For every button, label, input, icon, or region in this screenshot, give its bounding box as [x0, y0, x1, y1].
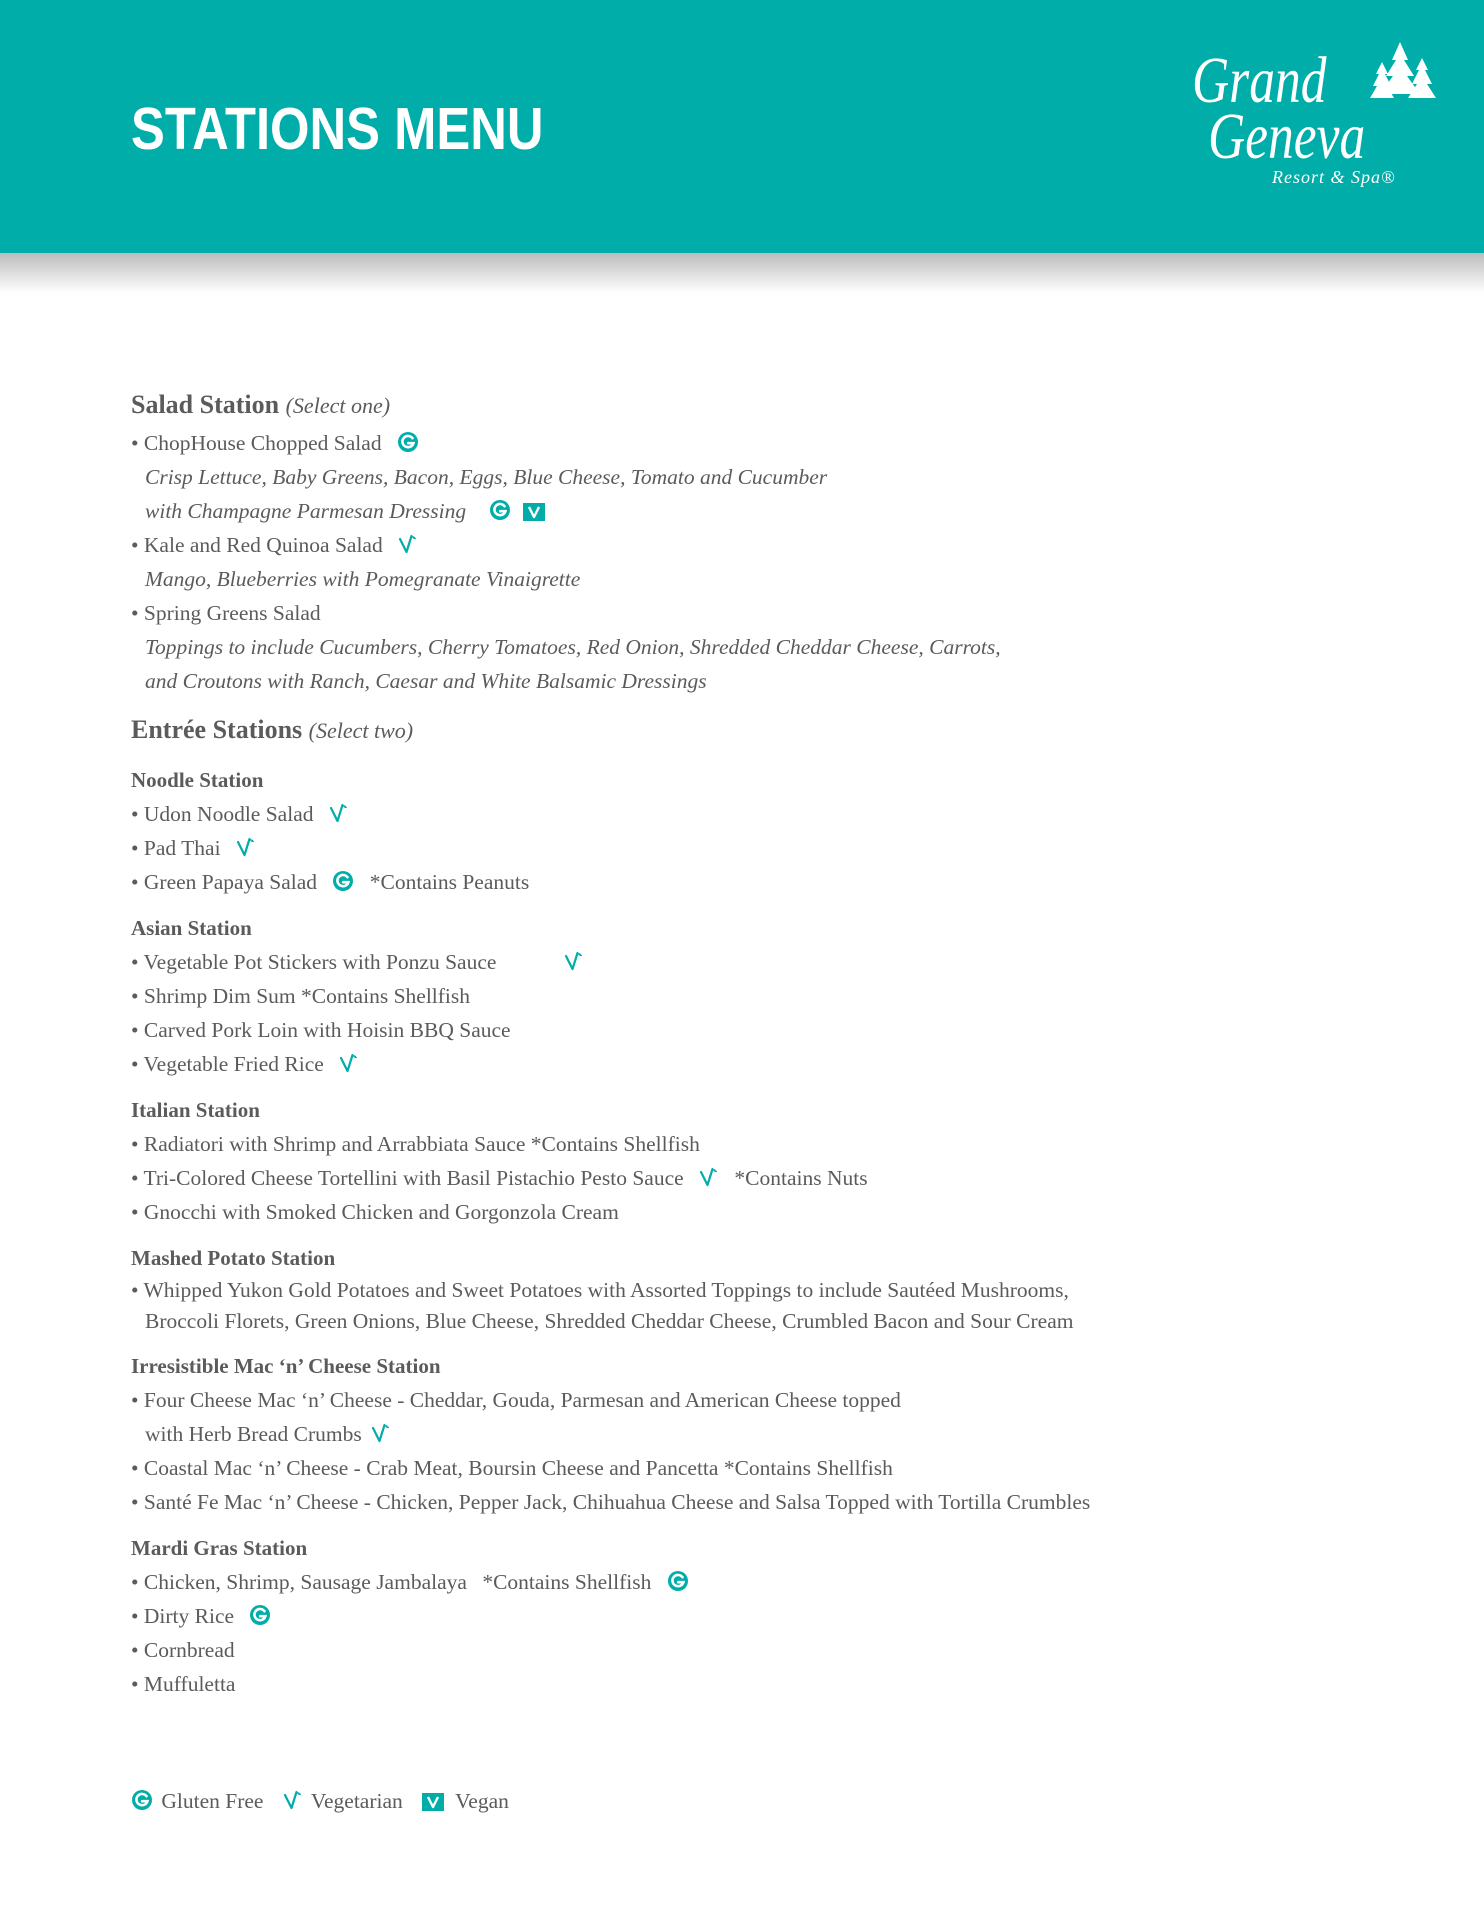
menu-item: • Muffuletta [131, 1672, 236, 1696]
dietary-legend [131, 1784, 523, 1818]
gluten-free-icon [332, 870, 354, 892]
menu-item-label: • Chicken, Shrimp, Sausage Jambalaya [131, 1570, 467, 1594]
italian-station-title: Italian Station [131, 1098, 260, 1122]
menu-item-label: with Herb Bread Crumbs [145, 1422, 362, 1446]
menu-item: • Gnocchi with Smoked Chicken and Gorgonzola Cream [131, 1200, 619, 1224]
noodle-station-title: Noodle Station [131, 768, 264, 792]
salad-station-heading [131, 385, 1381, 426]
legend-gluten-free [131, 1789, 269, 1813]
entree-stations-note: (Select two) [308, 718, 414, 743]
vegetarian-icon [699, 1166, 719, 1188]
menu-item [131, 945, 1381, 979]
menu-item: • Cornbread [131, 1638, 235, 1662]
allergen-note: *Contains Peanuts [369, 870, 530, 894]
mac-cheese-station-title: Irresistible Mac ‘n’ Cheese Station [131, 1354, 441, 1378]
logo-word-geneva: Geneva [1208, 100, 1366, 173]
menu-item [131, 528, 1381, 562]
allergen-note: *Contains Nuts [734, 1166, 868, 1190]
menu-item [131, 1565, 1381, 1599]
menu-item [131, 865, 1381, 899]
legend-label: Gluten Free [161, 1789, 264, 1813]
menu-item: • Four Cheese Mac ‘n’ Cheese - Cheddar, Gouda, Parmesan and American Cheese topped [131, 1388, 901, 1412]
menu-item-description-text: with Champagne Parmesan Dressing [145, 499, 467, 523]
page-title: STATIONS MENU [131, 96, 544, 162]
menu-item [131, 1599, 1381, 1633]
gluten-free-icon [131, 1789, 153, 1811]
menu-item: • Coastal Mac ‘n’ Cheese - Crab Meat, Boursin Cheese and Pancetta *Contains Shellfish [131, 1456, 893, 1480]
menu-item [131, 831, 1381, 865]
menu-item [131, 1161, 1381, 1195]
vegetarian-icon [329, 802, 349, 824]
vegetarian-icon [283, 1789, 303, 1811]
menu-item-label: • Green Papaya Salad [131, 870, 318, 894]
mashed-potato-station-title: Mashed Potato Station [131, 1246, 336, 1270]
vegetarian-icon [398, 533, 418, 555]
menu-item-description: Mango, Blueberries with Pomegranate Vinaigrette [145, 567, 581, 591]
menu-content [131, 385, 1381, 1701]
menu-item-continuation [131, 1417, 1381, 1451]
entree-stations-title: Entrée Stations [131, 715, 303, 744]
menu-item-label: • Vegetable Fried Rice [131, 1052, 324, 1076]
allergen-note: *Contains Shellfish [482, 1570, 652, 1594]
menu-item-label: • Tri-Colored Cheese Tortellini with Basil Pistachio Pesto Sauce [131, 1166, 684, 1190]
menu-item-description: and Croutons with Ranch, Caesar and White Balsamic Dressings [145, 669, 707, 693]
pine-tree-icon [1360, 40, 1440, 120]
menu-item-label: • Udon Noodle Salad [131, 802, 314, 826]
menu-item-label: • ChopHouse Chopped Salad [131, 431, 382, 455]
logo-word-grand: Grand [1192, 44, 1327, 117]
menu-item: • Santé Fe Mac ‘n’ Cheese - Chicken, Pepper Jack, Chihuahua Cheese and Salsa Topped with Tortilla Crumbles [131, 1490, 1091, 1514]
menu-item [131, 426, 1381, 460]
vegetarian-icon [236, 836, 256, 858]
menu-item [131, 797, 1381, 831]
legend-vegan [422, 1789, 509, 1813]
asian-station-title: Asian Station [131, 916, 252, 940]
legend-label: Vegan [455, 1789, 509, 1813]
gluten-free-icon [667, 1570, 689, 1592]
legend-label: Vegetarian [310, 1789, 403, 1813]
menu-item: • Carved Pork Loin with Hoisin BBQ Sauce [131, 1018, 511, 1042]
entree-stations-heading [131, 710, 1381, 751]
mardi-gras-station-title: Mardi Gras Station [131, 1536, 308, 1560]
menu-item: • Radiatori with Shrimp and Arrabbiata Sauce *Contains Shellfish [131, 1132, 700, 1156]
menu-item-label: • Pad Thai [131, 836, 221, 860]
vegan-icon [422, 1793, 444, 1811]
brand-logo [1150, 40, 1450, 230]
vegan-icon [523, 503, 545, 521]
vegetarian-icon [371, 1422, 391, 1444]
menu-item-label: • Kale and Red Quinoa Salad [131, 533, 383, 557]
menu-item-description: Crisp Lettuce, Baby Greens, Bacon, Eggs, Blue Cheese, Tomato and Cucumber [145, 465, 828, 489]
vegetarian-icon [339, 1052, 359, 1074]
gluten-free-icon [249, 1604, 271, 1626]
menu-item-description [131, 494, 1381, 528]
menu-item [131, 1047, 1381, 1081]
menu-item-label: • Dirty Rice [131, 1604, 235, 1628]
menu-item: • Shrimp Dim Sum *Contains Shellfish [131, 984, 471, 1008]
legend-vegetarian [283, 1789, 408, 1813]
salad-station-title: Salad Station [131, 390, 280, 419]
menu-item-description: Toppings to include Cucumbers, Cherry Tomatoes, Red Onion, Shredded Cheddar Cheese, Carrots, [145, 635, 1001, 659]
menu-item-continuation: Broccoli Florets, Green Onions, Blue Cheese, Shredded Cheddar Cheese, Crumbled Bacon and Sour Cream [145, 1309, 1074, 1333]
menu-item-label: • Vegetable Pot Stickers with Ponzu Sauce [131, 950, 497, 974]
menu-item: • Spring Greens Salad [131, 601, 321, 625]
gluten-free-icon [489, 499, 511, 521]
menu-item: • Whipped Yukon Gold Potatoes and Sweet Potatoes with Assorted Toppings to include Sautéed Mushrooms, [131, 1278, 1069, 1302]
header-shadow [0, 253, 1484, 293]
logo-tagline: Resort & Spa® [1272, 167, 1396, 187]
vegetarian-icon [564, 950, 584, 972]
page-header [0, 0, 1484, 253]
gluten-free-icon [397, 431, 419, 453]
salad-station-note: (Select one) [285, 393, 391, 418]
